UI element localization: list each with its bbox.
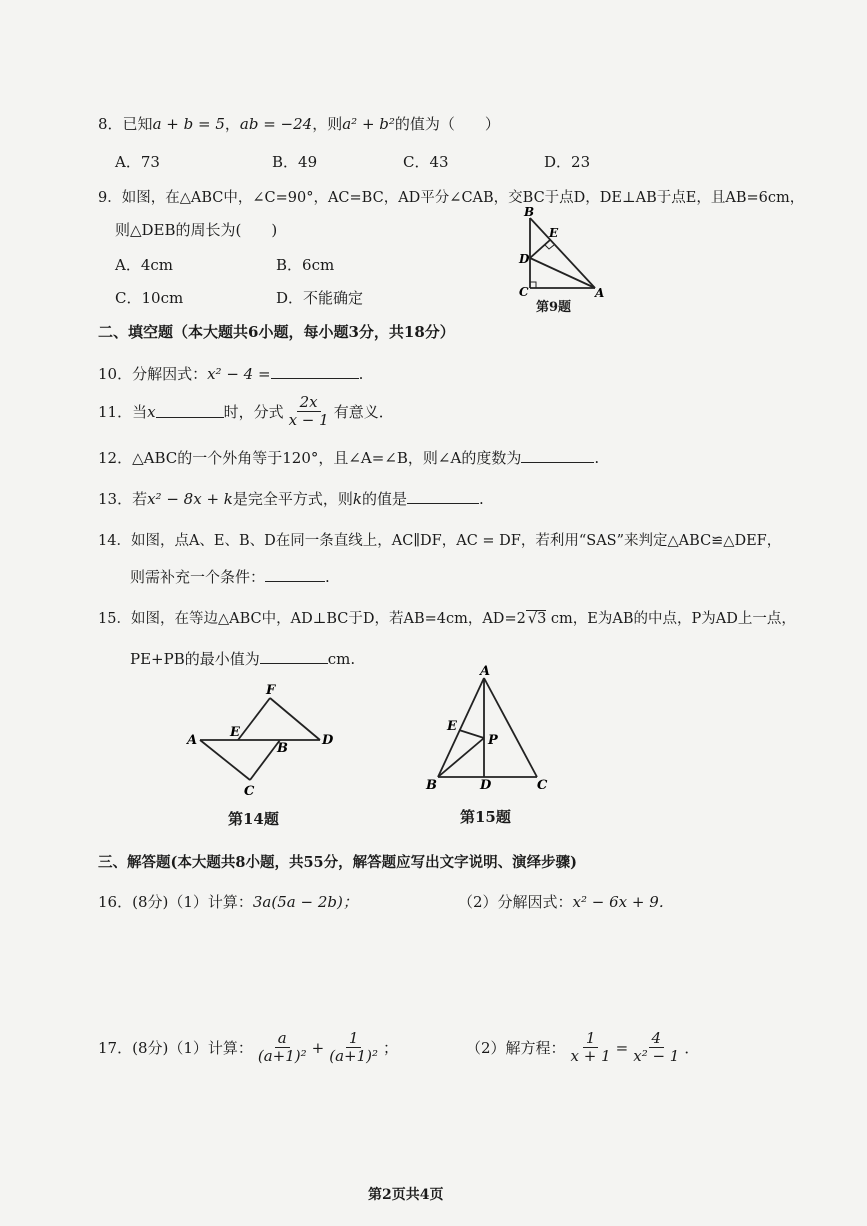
question-11: 11．当 x 时，分式 $\frac{2x}{x - 1}$ 有意义．: [98, 393, 394, 430]
q14-figure: [185, 680, 335, 799]
q9-label-d: D: [519, 252, 530, 266]
q9-label-a: A: [595, 286, 605, 300]
q14-label-d: D: [322, 733, 334, 748]
q15-label-d: D: [480, 778, 492, 793]
q8-condition-1: a + b = 5: [152, 115, 225, 133]
page-footer: 第2页共4页: [368, 1187, 444, 1203]
q14-label-b: B: [277, 741, 288, 756]
q14-label-a: A: [187, 733, 198, 748]
q14-figure-caption: 第14题: [228, 810, 279, 828]
question-16-part-1: 16．(8分)（1）计算：3a(5a − 2b)；: [98, 893, 358, 911]
q15-answer-blank[interactable]: [260, 662, 328, 664]
q9-label-e: E: [549, 226, 559, 240]
section-2-title: 二、填空题（本大题共6小题，每小题3分，共18分）: [98, 323, 455, 341]
q8-option-b[interactable]: B．49: [272, 153, 318, 171]
q11-answer-blank[interactable]: [156, 416, 224, 418]
q14-answer-blank[interactable]: [265, 580, 325, 582]
q15-label-e: E: [447, 719, 457, 734]
q12-answer-blank[interactable]: [521, 461, 594, 463]
question-15-line-1: 15．如图，在等边△ABC中，AD⊥BC于D，若AB=4cm，AD=2 √3 cm，E为AB的中点，P为AD上一点，: [98, 611, 796, 627]
q8-option-d[interactable]: D．23: [544, 153, 591, 171]
q15-label-b: B: [426, 778, 437, 793]
section-3-title: 三、解答题(本大题共8小题，共55分，解答题应写出文字说明、演绎步骤): [98, 854, 577, 871]
q9-option-c[interactable]: C．10cm: [115, 289, 184, 307]
q9-label-c: C: [519, 285, 529, 299]
question-12: 12．△ABC的一个外角等于120°，且∠A=∠B，则∠A的度数为 .: [98, 449, 600, 467]
q15-figure: [420, 662, 560, 797]
q8-condition-2: ab = −24: [239, 115, 313, 133]
q8-option-c[interactable]: C．43: [403, 153, 449, 171]
question-14-line-1: 14．如图，点A、E、B、D在同一条直线上，AC∥DF，AC = DF，若利用“SAS”来判定△ABC≌△DEF，: [98, 533, 782, 549]
q14-label-f: F: [266, 683, 276, 698]
q10-answer-blank[interactable]: [271, 377, 359, 379]
q9-triangle-figure: [515, 200, 615, 300]
q17-fraction-4: $\frac{4}{\text{x² − 1}}$: [633, 1029, 680, 1066]
q17-fraction-2: $\frac{1}{\text{(a+1)²}}$: [329, 1029, 379, 1066]
q15-label-a: A: [480, 664, 491, 679]
question-17-part-2: （2）解方程： $\frac{1}{x + 1}$ = $\frac{4}{\text{x² − 1}}$ ．: [466, 1029, 700, 1066]
q15-figure-caption: 第15题: [460, 808, 511, 826]
question-17-part-1: 17．(8分)（1）计算： $\frac{a}{\text{(a+1)²}}$ + $\frac{1}{\text{(a+1)²}}$ ；: [98, 1029, 399, 1066]
question-10: 10．分解因式：x² − 4 = .: [98, 365, 364, 383]
q15-label-p: P: [488, 733, 498, 748]
question-9-line-1: 9．如图，在△ABC中，∠C=90°，AC=BC，AD平分∠CAB，交BC于点D，DE⊥AB于点E，且AB=6cm，: [98, 190, 805, 206]
question-13: 13．若x² − 8x + k是完全平方式，则k的值是 .: [98, 490, 484, 508]
q13-expression: x² − 8x + k: [147, 490, 233, 508]
q13-answer-blank[interactable]: [407, 502, 479, 504]
q15-label-c: C: [537, 778, 548, 793]
q9-option-d[interactable]: D．不能确定: [276, 289, 364, 307]
q8-expression: a² + b²: [342, 115, 395, 133]
q8-option-a[interactable]: A．73: [115, 153, 160, 171]
question-15-line-2: PE+PB的最小值为 cm.: [130, 650, 356, 668]
q9-option-b[interactable]: B．6cm: [276, 256, 335, 274]
q16-expression-1: 3a(5a − 2b)；: [252, 893, 358, 911]
q17-fraction-3: $\frac{1}{x + 1}$: [570, 1029, 611, 1066]
q14-label-e: E: [230, 725, 240, 740]
question-8: 8．已知a + b = 5，ab = −24，则a² + b²的值为（ ）: [98, 115, 500, 133]
q9-option-a[interactable]: A．4cm: [115, 256, 174, 274]
question-14-line-2: 则需补充一个条件： .: [130, 568, 330, 586]
question-16-part-2: （2）分解因式：x² − 6x + 9．: [458, 893, 674, 911]
q16-expression-2: x² − 6x + 9．: [572, 893, 674, 911]
q15-sqrt: √3: [527, 611, 547, 627]
q9-label-b: B: [524, 205, 535, 219]
q14-label-c: C: [244, 784, 255, 799]
q11-fraction: $\frac{2x}{x - 1}$: [288, 393, 329, 430]
q9-figure-caption: 第9题: [536, 300, 572, 315]
q17-fraction-1: $\frac{a}{\text{(a+1)²}}$: [257, 1029, 307, 1066]
question-9-line-2: 则△DEB的周长为( ): [115, 221, 278, 239]
q10-expression: x² − 4 =: [207, 365, 271, 383]
